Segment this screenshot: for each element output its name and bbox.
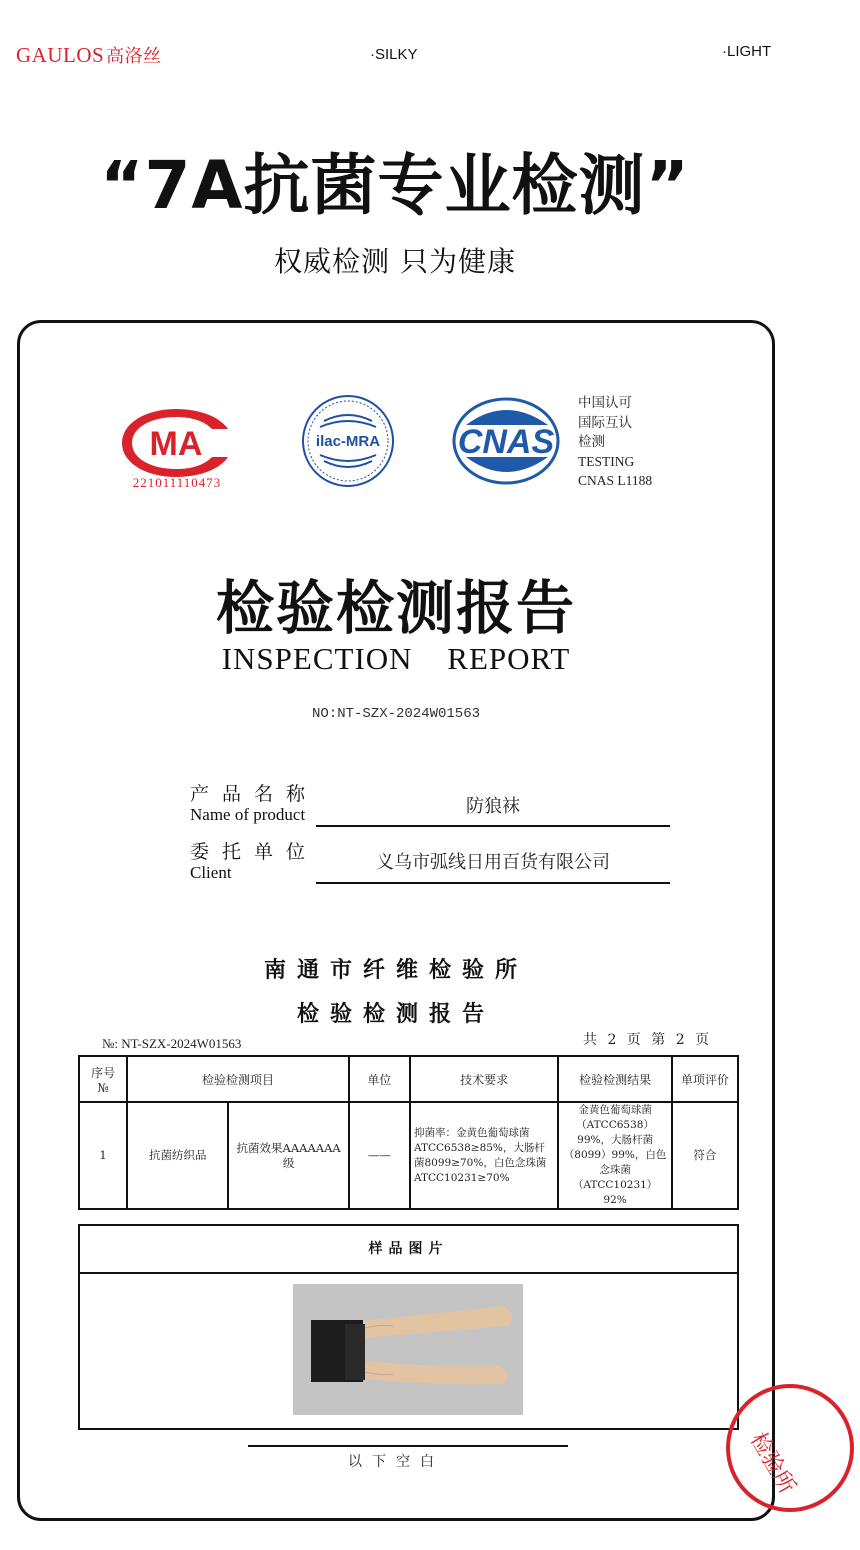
cma-number: 221011110473 — [132, 475, 222, 490]
table-report-number: №: NT-SZX-2024W01563 — [102, 1036, 242, 1051]
client-underline — [316, 882, 670, 884]
cnas-line: 国际互认 — [578, 414, 632, 430]
report-card — [17, 320, 800, 1521]
header-result: 检验检测结果 — [558, 1056, 671, 1102]
hero-subtitle: 权威检测 只为健康 — [274, 245, 516, 278]
header-seq: 序号 № — [79, 1056, 127, 1102]
product-label-cn: 产品名称 — [190, 783, 319, 805]
report-number: NO:NT-SZX-2024W01563 — [311, 706, 481, 722]
brand-name-en: GAULOS — [16, 43, 105, 67]
svg-text:MA: MA — [149, 425, 203, 463]
cnas-line: CNAS L1188 — [578, 473, 653, 488]
sample-heading: 样品图片 — [80, 1226, 737, 1274]
tagline-light: ·LIGHT — [722, 43, 772, 60]
product-value: 防狼袜 — [466, 796, 520, 817]
ilac-mra-logo-icon — [300, 393, 396, 489]
brand-logo[interactable] — [16, 42, 162, 68]
header-item: 检验检测项目 — [127, 1056, 349, 1102]
page-info: 共 2 页 第 2 页 — [583, 1032, 713, 1048]
cell-unit: —— — [349, 1102, 410, 1209]
cell-evaluation: 符合 — [672, 1102, 738, 1209]
report-title-en: INSPECTION REPORT — [221, 641, 571, 676]
header-requirement: 技术要求 — [410, 1056, 558, 1102]
client-value: 义乌市弧线日用百货有限公司 — [376, 852, 610, 873]
product-label-en: Name of product — [190, 805, 306, 824]
report-title-cn: 检验检测报告 — [215, 574, 576, 642]
cnas-line: TESTING — [578, 453, 635, 469]
cell-item: 抗菌效果AAAAAAA级 — [228, 1102, 348, 1209]
cnas-line: 检测 — [578, 434, 605, 449]
brand-name-cn: 高洛丝 — [106, 46, 162, 67]
official-seal-icon — [720, 1378, 860, 1518]
end-note: 以下空白 — [348, 1454, 444, 1470]
cell-result: 金黄色葡萄球菌（ATCC6538）99%，大肠杆菌（8099）99%，白色念珠菌（ATCC10231）92% — [558, 1102, 671, 1209]
sample-section — [78, 1224, 739, 1430]
sample-photo — [293, 1284, 523, 1415]
institute-name: 南通市纤维检验所 — [263, 957, 528, 983]
header-evaluation: 单项评价 — [672, 1056, 738, 1102]
certification-logos — [20, 393, 772, 503]
cnas-line: 中国认可 — [578, 395, 632, 410]
svg-text:ilac-MRA: ilac-MRA — [315, 433, 381, 450]
table-row — [79, 1102, 738, 1209]
cnas-caption — [578, 393, 652, 491]
cell-category: 抗菌纺织品 — [127, 1102, 228, 1209]
end-divider — [248, 1445, 568, 1447]
top-bar — [0, 0, 790, 90]
cell-seq: 1 — [79, 1102, 127, 1209]
institute-doc-title: 检验检测报告 — [296, 1001, 495, 1027]
svg-text:检验所: 检验所 — [744, 1428, 800, 1499]
client-label-en: Client — [190, 863, 232, 882]
cnas-logo-icon — [448, 395, 564, 487]
tagline-silky: ·SILKY — [370, 46, 418, 63]
header-unit: 单位 — [349, 1056, 410, 1102]
product-underline — [316, 825, 670, 827]
table-header-row — [79, 1056, 738, 1102]
client-label-cn: 委托单位 — [190, 841, 319, 863]
inspection-table — [78, 1055, 739, 1210]
hero-title: “7A抗菌专业检测” — [100, 147, 690, 224]
cell-requirement: 抑菌率：金黄色葡萄球菌ATCC6538≥85%，大肠杆菌8099≥70%，白色念珠菌ATCC10231≥70% — [410, 1102, 558, 1209]
svg-text:CNAS: CNAS — [457, 423, 555, 461]
